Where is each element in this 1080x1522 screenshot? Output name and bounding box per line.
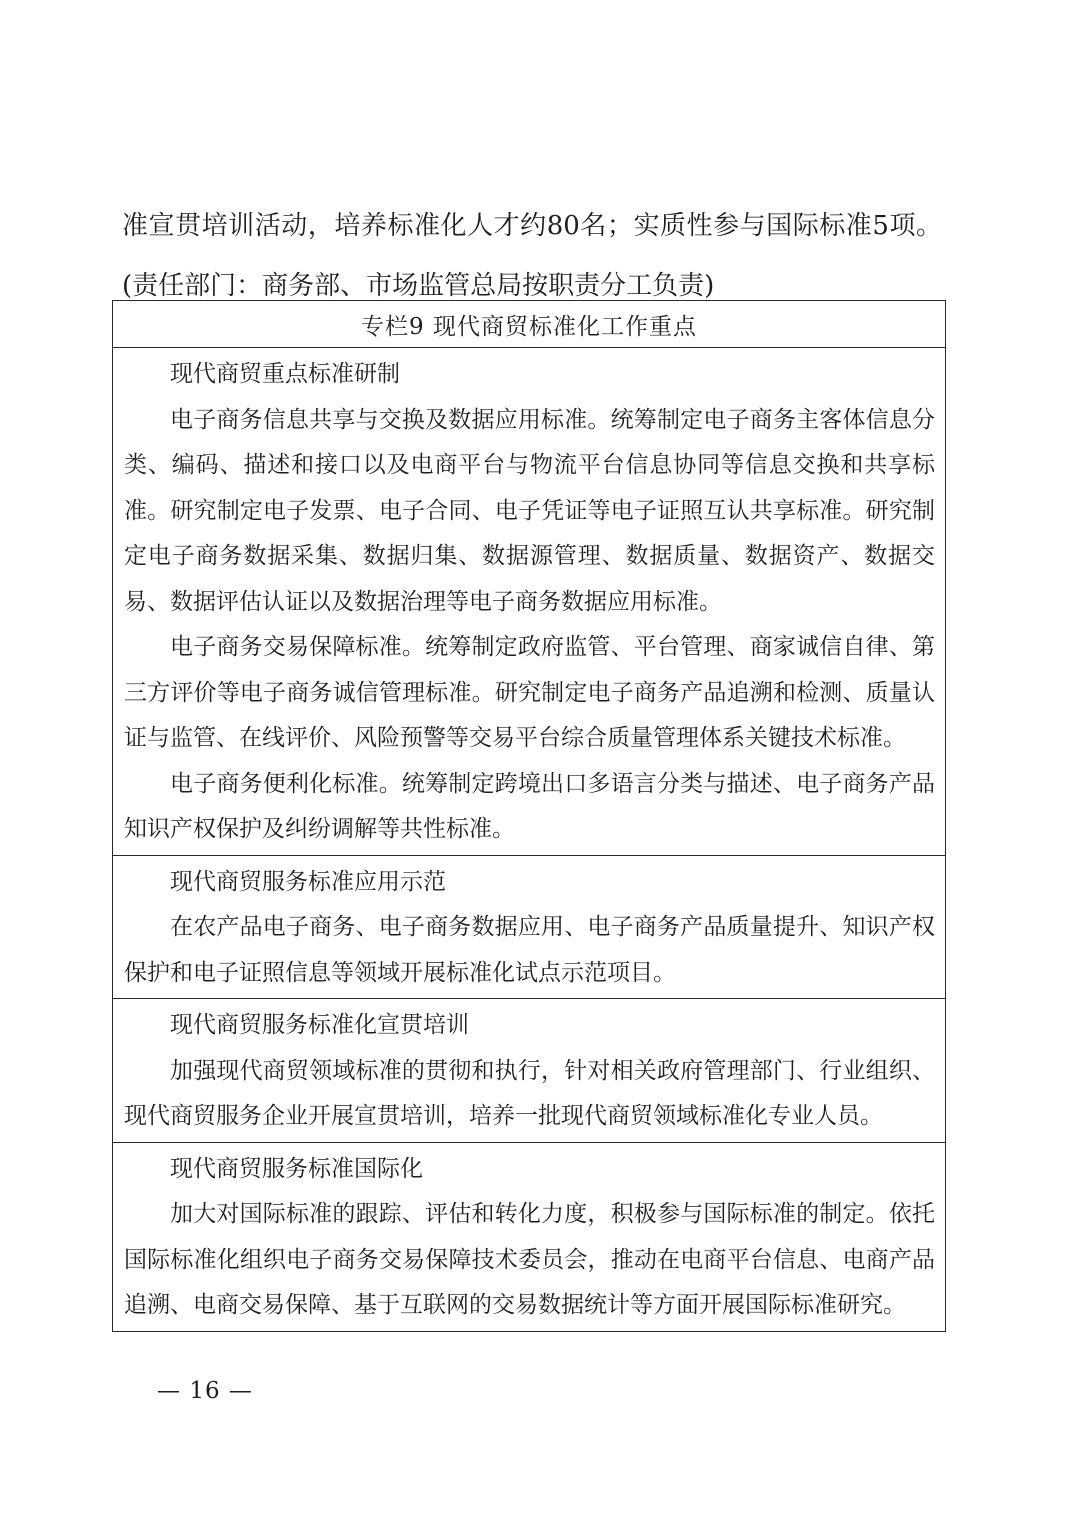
section-paragraph: 在农产品电子商务、电子商务数据应用、电子商务产品质量提升、知识产权保护和电子证照信息等领域开展标准化试点示范项目。	[124, 914, 935, 986]
intro-text: 准宣贯培训活动，培养标准化人才约80名；实质性参与国际标准5项。(责任部门：商务部、市场监管总局按职责分工负责)	[122, 211, 942, 301]
column-box-table	[112, 300, 946, 1332]
section-internationalization	[113, 1143, 945, 1331]
section-paragraph: 加强现代商贸领域标准的贯彻和执行，针对相关政府管理部门、行业组织、现代商贸服务企业开展宣贯培训，培养一批现代商贸领域标准化专业人员。	[124, 1057, 935, 1129]
table-title: 专栏9 现代商贸标准化工作重点	[113, 301, 945, 348]
section-heading: 现代商贸服务标准化宣贯培训	[170, 1012, 469, 1038]
intro-paragraph	[122, 196, 942, 316]
section-paragraph: 加大对国际标准的跟踪、评估和转化力度，积极参与国际标准的制定。依托国际标准化组织电子商务交易保障技术委员会，推动在电商平台信息、电商产品追溯、电商交易保障、基于互联网的交易数据统计等方面开展国际标准研究。	[124, 1201, 935, 1318]
section-paragraph: 电子商务信息共享与交换及数据应用标准。统筹制定电子商务主客体信息分类、编码、描述和接口以及电商平台与物流平台信息协同等信息交换和共享标准。研究制定电子发票、电子合同、电子凭证等电子证照互认共享标准。研究制定电子商务数据采集、数据归集、数据源管理、数据质量、数据资产、数据交易、数据评估认证以及数据治理等电子商务数据应用标准。	[124, 406, 935, 615]
section-heading: 现代商贸服务标准应用示范	[170, 868, 446, 895]
section-application-demo	[113, 856, 945, 1000]
section-training	[113, 999, 945, 1143]
section-standards-development	[113, 348, 945, 856]
section-paragraph: 电子商务便利化标准。统筹制定跨境出口多语言分类与描述、电子商务产品知识产权保护及纠纷调解等共性标准。	[124, 770, 935, 842]
section-heading: 现代商贸重点标准研制	[170, 361, 400, 387]
section-heading: 现代商贸服务标准国际化	[170, 1155, 423, 1182]
page-number: — 16 —	[157, 1378, 253, 1404]
section-paragraph: 电子商务交易保障标准。统筹制定政府监管、平台管理、商家诚信自律、第三方评价等电子商务诚信管理标准。研究制定电子商务产品追溯和检测、质量认证与监管、在线评价、风险预警等交易平台综合质量管理体系关键技术标准。	[124, 634, 935, 751]
